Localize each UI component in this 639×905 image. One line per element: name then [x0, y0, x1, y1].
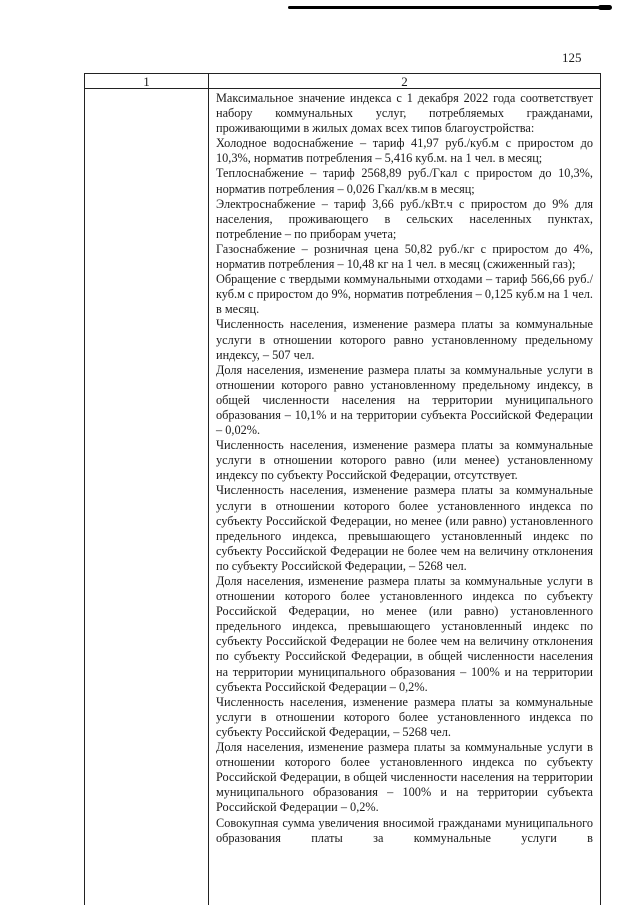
column-header-2: 2	[209, 74, 601, 89]
top-rule	[288, 6, 606, 9]
table-header-row	[85, 74, 601, 89]
paragraph: Численность населения, изменение размера платы за коммунальные услуги в отношении которого более установленного индекса по субъекту Российской Федерации, но менее (или равно) установленного предельного индекса, превышающего установленный индекс по субъекту Российской Федерации не более чем на величину отклонения по субъекту Российской Федерации, – 5268 чел.	[216, 483, 593, 574]
paragraph: Газоснабжение – розничная цена 50,82 руб./кг с приростом до 4%, норматив потребления – 10,48 кг на 1 чел. в месяц (сжиженный газ);	[216, 242, 593, 272]
paragraph: Численность населения, изменение размера платы за коммунальные услуги в отношении которого равно установленному предельному индексу, – 507 чел.	[216, 317, 593, 362]
document-table	[84, 73, 601, 905]
paragraph: Численность населения, изменение размера платы за коммунальные услуги в отношении которого более установленного индекса по субъекту Российской Федерации, – 5268 чел.	[216, 695, 593, 740]
paragraph: Численность населения, изменение размера платы за коммунальные услуги в отношении которого равно (или менее) установленному индексу по субъекту Российской Федерации, отсутствует.	[216, 438, 593, 483]
cell-text	[209, 89, 600, 905]
paragraph: Обращение с твердыми коммунальными отходами – тариф 566,66 руб./куб.м с приростом до 9%, норматив потребления – 0,125 куб.м на 1 чел. в месяц.	[216, 272, 593, 317]
column-header-1: 1	[85, 74, 209, 89]
paragraph: Максимальное значение индекса с 1 декабря 2022 года соответствует набору коммунальных услуг, потребляемых гражданами, проживающими в жилых домах всех типов благоустройства:	[216, 91, 593, 136]
paragraph: Совокупная сумма увеличения вносимой гражданами муниципального образования платы за коммунальные услуги в	[216, 816, 593, 846]
paragraph: Теплоснабжение – тариф 2568,89 руб./Гкал с приростом до 10,3%, норматив потребления – 0,026 Гкал/кв.м в месяц;	[216, 166, 593, 196]
paragraph: Доля населения, изменение размера платы за коммунальные услуги в отношении которого более установленного индекса по субъекту Российской Федерации, в общей численности населения на территории муниципального образования – 100% и на территории субъекта Российской Федерации – 0,2%.	[216, 740, 593, 815]
paragraph: Доля населения, изменение размера платы за коммунальные услуги в отношении которого равно установленному предельному индексу, в общей численности населения на территории муниципального образования – 10,1% и на территории субъекта Российской Федерации – 0,02%.	[216, 363, 593, 438]
paragraph: Доля населения, изменение размера платы за коммунальные услуги в отношении которого более установленного индекса по субъекту Российской Федерации, но менее (или равно) установленного предельного индекса, превышающего установленный индекс по субъекту Российской Федерации не более чем на величину отклонения по субъекту Российской Федерации, в общей численности населения на территории муниципального образования – 100% и на территории субъекта Российской Федерации – 0,2%.	[216, 574, 593, 695]
table-cell-left	[85, 89, 209, 905]
table-row	[85, 89, 601, 905]
page-number: 125	[562, 51, 582, 65]
table-cell-right	[209, 89, 601, 905]
paragraph: Холодное водоснабжение – тариф 41,97 руб./куб.м с приростом до 10,3%, норматив потребления – 5,416 куб.м. на 1 чел. в месяц;	[216, 136, 593, 166]
paragraph: Электроснабжение – тариф 3,66 руб./кВт.ч с приростом до 9% для населения, проживающего в сельских населенных пунктах, потребление – по приборам учета;	[216, 197, 593, 242]
